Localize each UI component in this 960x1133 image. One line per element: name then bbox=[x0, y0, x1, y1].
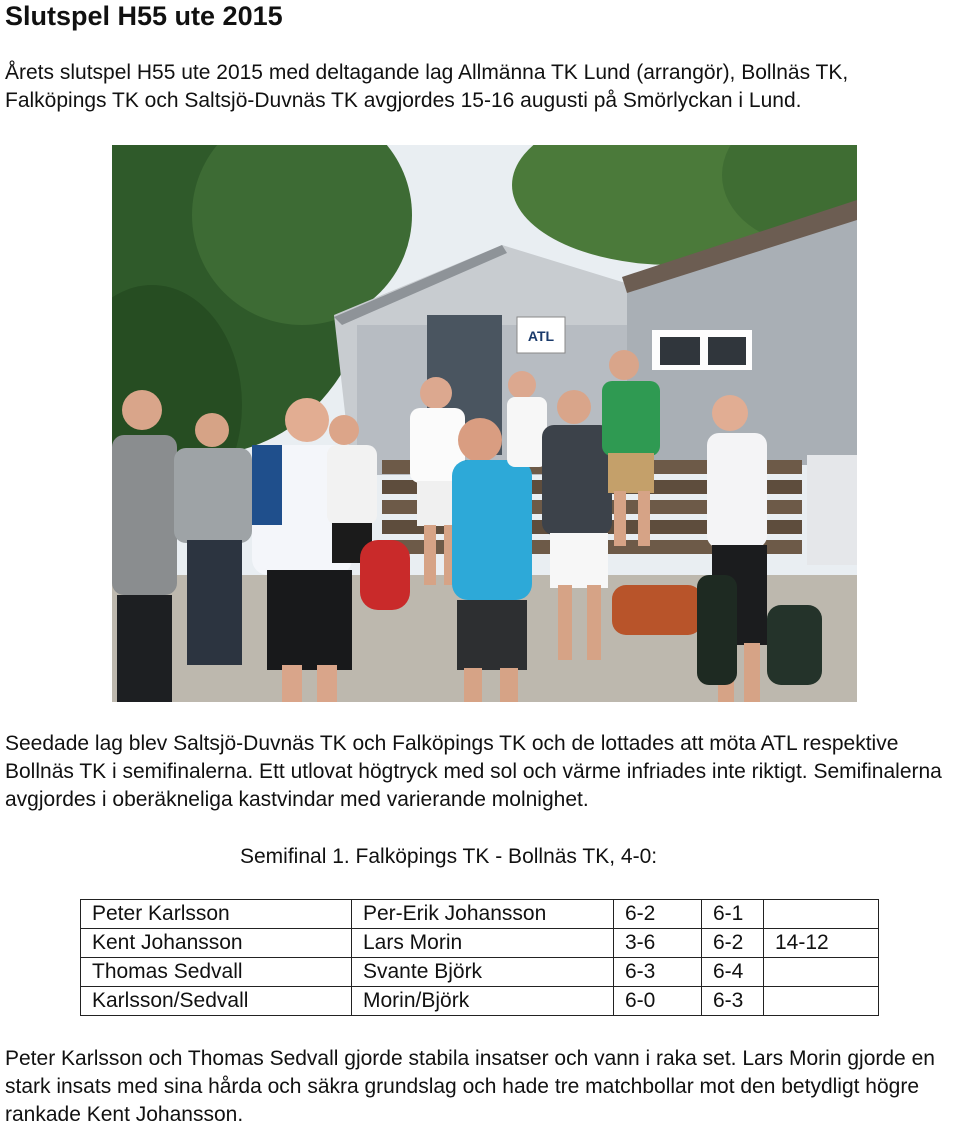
set2-cell: 6-2 bbox=[702, 929, 764, 958]
set1-cell: 6-0 bbox=[614, 987, 702, 1016]
results-table bbox=[80, 899, 879, 1016]
set2-cell: 6-4 bbox=[702, 958, 764, 987]
set1-cell: 3-6 bbox=[614, 929, 702, 958]
set3-cell: 14-12 bbox=[764, 929, 879, 958]
team-photo bbox=[112, 145, 857, 702]
set3-cell bbox=[764, 987, 879, 1016]
table-row bbox=[81, 900, 879, 929]
set1-cell: 6-2 bbox=[614, 900, 702, 929]
intro-paragraph: Årets slutspel H55 ute 2015 med deltagande lag Allmänna TK Lund (arrangör), Bollnäs TK, Falköpings TK och Saltsjö-Duvnäs TK avgjordes 15-16 augusti på Smörlyckan i Lund. bbox=[5, 61, 849, 112]
set3-cell bbox=[764, 958, 879, 987]
player2-cell: Per-Erik Johansson bbox=[352, 900, 614, 929]
player1-cell: Kent Johansson bbox=[81, 929, 352, 958]
table-row bbox=[81, 929, 879, 958]
player1-cell: Thomas Sedvall bbox=[81, 958, 352, 987]
page-title: Slutspel H55 ute 2015 bbox=[5, 1, 283, 31]
player2-cell: Morin/Björk bbox=[352, 987, 614, 1016]
player2-cell: Svante Björk bbox=[352, 958, 614, 987]
seeded-paragraph: Seedade lag blev Saltsjö-Duvnäs TK och Falköpings TK och de lottades att möta ATL respektive Bollnäs TK i semifinalerna. Ett utlovat högtryck med sol och värme infriades inte riktigt. Semifinalerna avgjordes i oberäkneliga kastvindar med varierande molnighet. bbox=[5, 732, 942, 811]
table-row bbox=[81, 987, 879, 1016]
table-row bbox=[81, 958, 879, 987]
atl-sign: ATL bbox=[527, 328, 555, 344]
player1-cell: Peter Karlsson bbox=[81, 900, 352, 929]
player2-cell: Lars Morin bbox=[352, 929, 614, 958]
set1-cell: 6-3 bbox=[614, 958, 702, 987]
set3-cell bbox=[764, 900, 879, 929]
set2-cell: 6-3 bbox=[702, 987, 764, 1016]
semifinal-heading: Semifinal 1. Falköpings TK - Bollnäs TK, 4-0: bbox=[240, 845, 658, 868]
player1-cell: Karlsson/Sedvall bbox=[81, 987, 352, 1016]
outro-paragraph: Peter Karlsson och Thomas Sedvall gjorde stabila insatser och vann i raka set. Lars Morin gjorde en stark insats med sina hårda och säkra grundslag och hade tre matchbollar mot den betydligt högre rankade Kent Johansson. bbox=[5, 1047, 935, 1126]
set2-cell: 6-1 bbox=[702, 900, 764, 929]
